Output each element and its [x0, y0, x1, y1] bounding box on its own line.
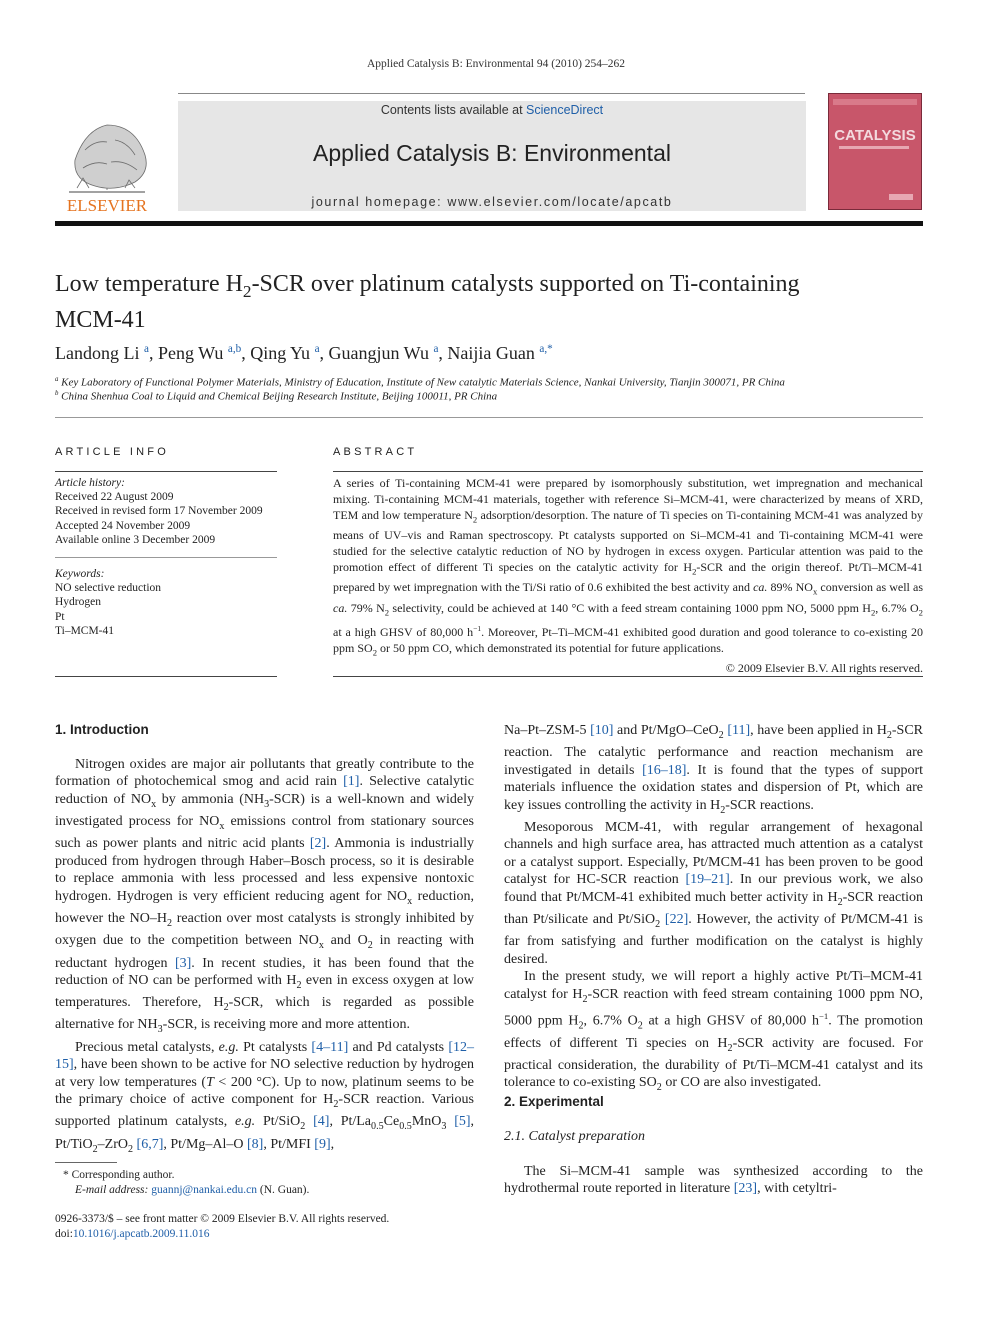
- author-list: Landong Li $^a$, Peng Wu $^{a,b}$, Qing Yu $^a$, Guangjun Wu $^a$, Naijia Guan $^{a,*}$: [55, 343, 553, 363]
- corresponding-author-footnote: * Corresponding author. E-mail address: guannj@nankai.edu.cn (N. Guan).: [63, 1169, 310, 1196]
- journal-cover-thumbnail: [828, 93, 922, 210]
- divider: [55, 557, 277, 558]
- header-rule: [178, 93, 805, 94]
- introduction-text-continued: Na–Pt–ZSM-5 [10] and Pt/MgO–CeO$_2$ [11], have been applied in $H_2$-SCR reaction. The catalytic performance and reaction mechanism are investigated in details [16–18]. It is found that the types of support materials influence the oxidation states and dispersion of Pt, which are key issues controlling the activity in $H_2$-SCR reactions. Mesoporous MCM-41, with regular arrangement of hexagonal channels and high surface area, has attracted much attention as a catalyst or a catalyst support. Especially, Pt/MCM-41 has been proven to be good catalyst for HC-SCR reaction [19–21]. In our previous work, we also found that Pt/MCM-41 exhibited much better activity in $H_2$-SCR reaction than Pt/silicate and Pt/SiO$_2$ [22]. However, the activity of Pt/MCM-41 is far from satisfying and further modification on the catalyst is highly desired. In the present study, we will report a highly active Pt/Ti–MCM-41 catalyst for $H_2$-SCR reaction with feed stream containing 1000 ppm NO, 5000 ppm $H_2$, 6.7% $O_2$ at a high GHSV of 80,000 $h^{-1}$. The promotion effects of different Ti species on $H_2$-SCR activity are focused. For practical consideration, the durability of Pt/Ti–MCM-41 catalyst and its tolerance to co-existing $SO_2$ or CO are also investigated.: [504, 723, 924, 1094]
- divider: [55, 417, 923, 418]
- section-heading-experimental: 2. Experimental: [504, 1094, 604, 1109]
- article-info-heading: ARTICLE INFO: [55, 446, 169, 458]
- sciencedirect-link[interactable]: ScienceDirect: [526, 103, 604, 117]
- divider: [333, 471, 923, 472]
- author-name[interactable]: Naijia Guan: [447, 343, 535, 363]
- article-history: Article history: Received 22 August 2009 Received in revised form 17 November 2009 Accepted 24 November 2009 Available online 3 December 2009: [55, 477, 263, 546]
- email-link[interactable]: guannj@nankai.edu.cn: [151, 1183, 257, 1196]
- abstract-copyright: © 2009 Elsevier B.V. All rights reserved.: [725, 661, 923, 676]
- doi-link[interactable]: 10.1016/j.apcatb.2009.11.016: [72, 1227, 210, 1240]
- affiliation-a: $^a$ Key Laboratory of Functional Polymer Materials, Ministry of Education, Institute of New catalytic Materials Science, Nankai University, Tianjin 300071, PR China: [55, 376, 785, 389]
- section-heading-introduction: 1. Introduction: [55, 722, 149, 737]
- divider: [333, 676, 923, 677]
- journal-homepage[interactable]: journal homepage: www.elsevier.com/locate/apcatb: [311, 195, 673, 209]
- elsevier-wordmark: ELSEVIER: [66, 196, 148, 215]
- affiliation-b: $^b$ China Shenhua Coal to Liquid and Chemical Beijing Research Institute, Beijing 100011, PR China: [55, 390, 498, 403]
- article-title: Low temperature $H_2$-SCR over platinum catalysts supported on Ti-containing MCM-41: [55, 271, 800, 333]
- abstract-heading: ABSTRACT: [333, 446, 418, 458]
- journal-citation: Applied Catalysis B: Environmental 94 (2010) 254–262: [366, 58, 626, 70]
- introduction-text: Nitrogen oxides are major air pollutants that greatly contribute to the formation of photochemical smog and acid rain [1]. Selective catalytic reduction of $NO_x$ by ammonia $(NH_3-SCR)$ is a well-known and widely investigated process for $NO_x$ emissions control from stationary sources such as power plants and nitric acid plants [2]. Ammonia is industrially produced from hydrogen through Haber–Bosch process, so it is desirable to replace ammonia with less processed and less expensive nontoxic hydrogen. Hydrogen is very efficient reducing agent for $NO_x$ reduction, however the $NO-H_2$ reaction over most catalysts is strongly inhibited by oxygen due to the competition between $NO_x$ and $O_2$ in reacting with reductant hydrogen [3]. In recent studies, it has been found that the reduction of NO can be performed with $H_2$ even in excess oxygen at low temperatures. Therefore, $H_2$-SCR, which is regarded as possible alternative for $NH_3$-SCR, is receiving more and more attention. Precious metal catalysts, e.g. Pt catalysts [4–11] and Pd catalysts [12–15], have been shown to be active for NO selective reduction by hydrogen at very low temperatures (T < 200 °C). Up to now, platinum seems to be the primary choice of active component for $H_2$-SCR reaction. Various supported platinum catalysts, e.g. Pt/SiO$_2$ [4], $Pt/La_{0.5}Ce_{0.5}MnO_3$ [5], Pt/TiO$_2$–ZrO$_2$ [6,7], Pt/Mg–Al–O [8], Pt/MFI [9],: [55, 757, 475, 1155]
- header-bottom-rule: [55, 221, 923, 226]
- author-name[interactable]: Peng Wu: [157, 343, 224, 363]
- cover-title: CATALYSIS: [834, 127, 916, 144]
- abstract-text: A series of Ti-containing MCM-41 were prepared by isomorphously substitution, wet impregnation and mechanical mixing. Ti-containing MCM-41 materials, together with reference Si–MCM-41, were characterized by means of XRD, TEM and low temperature $N_2$ adsorption/desorption. The nature of Ti species on Ti-containing MCM-41 was analyzed by means of UV–vis and Raman spectroscopy. Pt catalysts supported on Si–MCM-41 and Ti-containing MCM-41 were studied for the selective catalytic reduction of NO by hydrogen in excess oxygen. Particular attention was paid to the promotion effect of different Ti species on the catalytic activity for $H_2$-SCR and the origin thereof. Pt/Ti–MCM-41 prepared by wet impregnation with the Ti/Si ratio of 0.6 exhibited the best activity and ca. 89% $NO_x$ conversion as well as ca. 79% $N_2$ selectivity, could be achieved at 140 °C with a feed stream containing 1000 ppm NO, 5000 ppm $H_2$, 6.7% $O_2$ at a high GHSV of 80,000 $h^{-1}$. Moreover, Pt–Ti–MCM-41 exhibited good duration and good tolerance to co-existing 20 ppm $SO_2$ or 50 ppm CO, which demonstrated its potential for future applications. © 2009 Elsevier B.V. All rights reserved.: [333, 476, 923, 676]
- contents-prefix: Contents lists available at: [380, 103, 523, 117]
- journal-title: Applied Catalysis B: Environmental: [313, 140, 671, 166]
- author-name[interactable]: Guangjun Wu: [328, 343, 429, 363]
- catalyst-preparation-text: The Si–MCM-41 sample was synthesized according to the hydrothermal route reported in literature [23], with cetyltri-: [504, 1164, 923, 1197]
- subsection-heading-catalyst-preparation: 2.1. Catalyst preparation: [504, 1129, 646, 1144]
- contents-line: [178, 103, 806, 117]
- keywords: Keywords: NO selective reduction Hydrogen Pt Ti–MCM-41: [55, 568, 162, 637]
- author-name[interactable]: Landong Li: [55, 343, 140, 363]
- footnote-divider: [55, 1162, 117, 1163]
- issn-doi: 0926-3373/$ – see front matter © 2009 Elsevier B.V. All rights reserved. doi:10.1016/j.apcatb.2009.11.016: [55, 1213, 390, 1240]
- author-name[interactable]: Qing Yu: [250, 343, 311, 363]
- elsevier-logo: [55, 100, 159, 215]
- divider: [55, 471, 277, 472]
- divider: [55, 676, 277, 677]
